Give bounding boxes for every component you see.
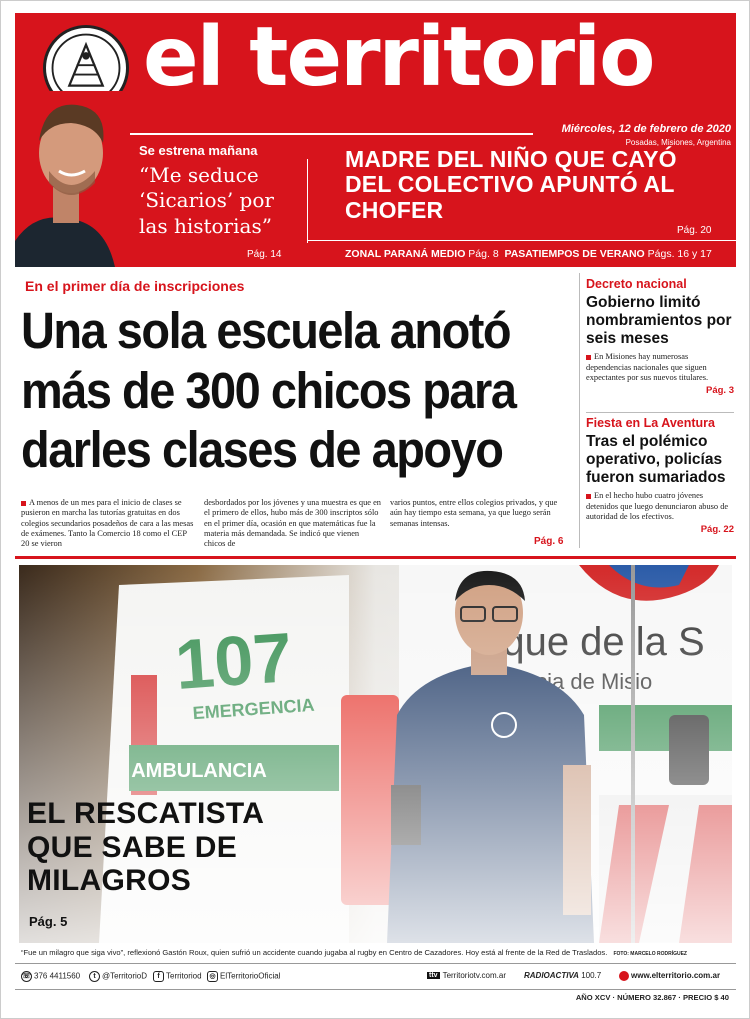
photo-section-rule: [15, 556, 736, 559]
photo-headline-line-2: QUE SABE DE: [27, 830, 238, 864]
sidebar-story-headline[interactable]: Tras el polémico operativo, policías fueron sumariados: [586, 433, 726, 486]
footer-web[interactable]: [619, 971, 720, 981]
photo-caption-text: “Fue un milagro que siga vivo”, reflexionó Gastón Roux, quien sufrió un accidente cuando jugaba al rugby en Centro de Cazadores. Hoy está al frente de la Red de Traslados.: [21, 948, 608, 957]
footer-twitter[interactable]: [89, 971, 147, 982]
footer-rule: [15, 963, 736, 964]
section-pasatiempos[interactable]: PASATIEMPOS DE VERANO: [504, 248, 645, 260]
sections-bar: [345, 248, 712, 260]
footer-instagram[interactable]: [207, 971, 280, 982]
sidebar-story-kicker: Fiesta en La Aventura: [586, 416, 715, 430]
sidebar-story-page-ref: Pág. 3: [706, 385, 734, 397]
sidebar-story-body: [586, 352, 734, 383]
bullet-icon: [21, 501, 26, 506]
edition-place: Posadas, Misiones, Argentina: [625, 138, 731, 147]
photo-caption: [21, 948, 733, 957]
globe-icon: [619, 971, 629, 981]
masthead-divider: [307, 159, 308, 243]
whatsapp-number: 376 4411560: [34, 971, 81, 981]
main-story-col1-text: A menos de un mes para el inicio de clases se pusieron en marcha las tutorías gratuitas en dos colegios secundarios posadeños de cara a las mesas de exámenes. Tanto la Comercio 18 como el CEP 20 se vieron: [21, 498, 194, 548]
masthead-main-page-ref: Pág. 20: [677, 225, 712, 236]
sidebar-separator: [586, 412, 734, 413]
radio-name: RADIOACTIVA: [524, 971, 579, 980]
sidebar-story-1[interactable]: [586, 277, 734, 396]
sidebar-story-headline[interactable]: Gobierno limitó nombramientos por seis meses: [586, 294, 732, 347]
instagram-icon: ◎: [207, 971, 218, 982]
sidebar-story-body-text: En el hecho hubo cuatro jóvenes detenidos que luego denunciaron abuso de autoridad de los efectivos.: [586, 491, 729, 521]
web-address: www.elterritorio.com.ar: [631, 971, 721, 981]
whatsapp-icon: ☏: [22, 973, 31, 980]
main-story-column-3: varios puntos, entre ellos colegios privados, y que aún hay tiempo esta semana, ya que luego serán semanas intensas.: [390, 498, 558, 528]
masthead-main-headline[interactable]: MADRE DEL NIÑO QUE CAYÓ DEL COLECTIVO APUNTÓ AL CHOFER: [345, 146, 677, 223]
photo-story-page-ref: Pág. 5: [29, 914, 68, 929]
main-story-kicker: En el primer día de inscripciones: [25, 278, 245, 294]
sidebar-story-kicker: Decreto nacional: [586, 277, 687, 291]
twitter-icon: t: [89, 971, 100, 982]
footer-tv[interactable]: [427, 971, 506, 980]
section-zonal-page: Pág. 8: [468, 248, 499, 260]
main-story-column-1: [21, 498, 196, 549]
facebook-handle: Territoriod: [166, 971, 202, 981]
teaser-page-ref: Pág. 14: [247, 249, 282, 260]
edition-info: AÑO XCV · NÚMERO 32.867 · PRECIO $ 40: [575, 993, 729, 1002]
instagram-handle: ElTerritorioOficial: [220, 971, 281, 981]
radio-frequency: 100.7: [581, 971, 602, 980]
section-zonal[interactable]: ZONAL PARANÁ MEDIO: [345, 248, 466, 260]
sections-rule: [307, 240, 736, 241]
sidebar-story-body: [586, 491, 734, 522]
photo-headline-line-3: MILAGROS: [27, 864, 192, 898]
tv-site: Territoriotv.com.ar: [442, 971, 506, 980]
masthead: [15, 13, 736, 267]
footer-whatsapp[interactable]: [21, 971, 80, 982]
photo-story-headline[interactable]: [27, 797, 264, 898]
bullet-icon: [586, 355, 591, 360]
tv-logo-icon: ttv: [429, 972, 438, 980]
footer-bar: [21, 969, 733, 985]
masthead-rule: [130, 133, 533, 135]
sidebar-story-2[interactable]: [586, 416, 734, 535]
sidebar-story-body-text: En Misiones hay numerosas dependencias nacionales que siguen expectantes por sus nuevos titulares.: [586, 352, 709, 382]
photo-credit: FOTO: MARCELO RODRÍGUEZ: [613, 951, 687, 957]
footer-facebook[interactable]: [153, 971, 202, 982]
bullet-icon: [586, 494, 591, 499]
section-pasatiempos-page: Págs. 16 y 17: [647, 248, 712, 260]
main-story-column-2: desbordados por los jóvenes y una muestra es que en el primero de ellos, hubo más de 300 inscriptos sólo en el primer día, ocasión en que matemáticas fue la materia más demandada. Se indicó que vienen chicos de: [204, 498, 381, 548]
teaser-kicker: Se estrena mañana: [139, 143, 258, 158]
edition-date: Miércoles, 12 de febrero de 2020: [561, 123, 731, 135]
newspaper-title: el territorio: [143, 13, 654, 105]
sidebar-story-page-ref: Pág. 22: [700, 524, 734, 536]
twitter-handle: @TerritorioD: [102, 971, 148, 981]
portrait-photo: [15, 91, 127, 267]
footer-radio[interactable]: [524, 971, 601, 980]
photo-headline-line-1: EL RESCATISTA: [27, 797, 265, 830]
main-story-page-ref: Pág. 6: [534, 536, 564, 547]
teaser-quote[interactable]: “Me seduce ‘Sicarios’ por las historias”: [139, 163, 274, 238]
footer-rule-bottom: [15, 989, 736, 990]
sidebar-divider: [579, 273, 580, 548]
main-story-headline[interactable]: Una sola escuela anotó más de 300 chicos para darles clases de apoyo: [21, 302, 516, 479]
facebook-icon: f: [153, 971, 164, 982]
